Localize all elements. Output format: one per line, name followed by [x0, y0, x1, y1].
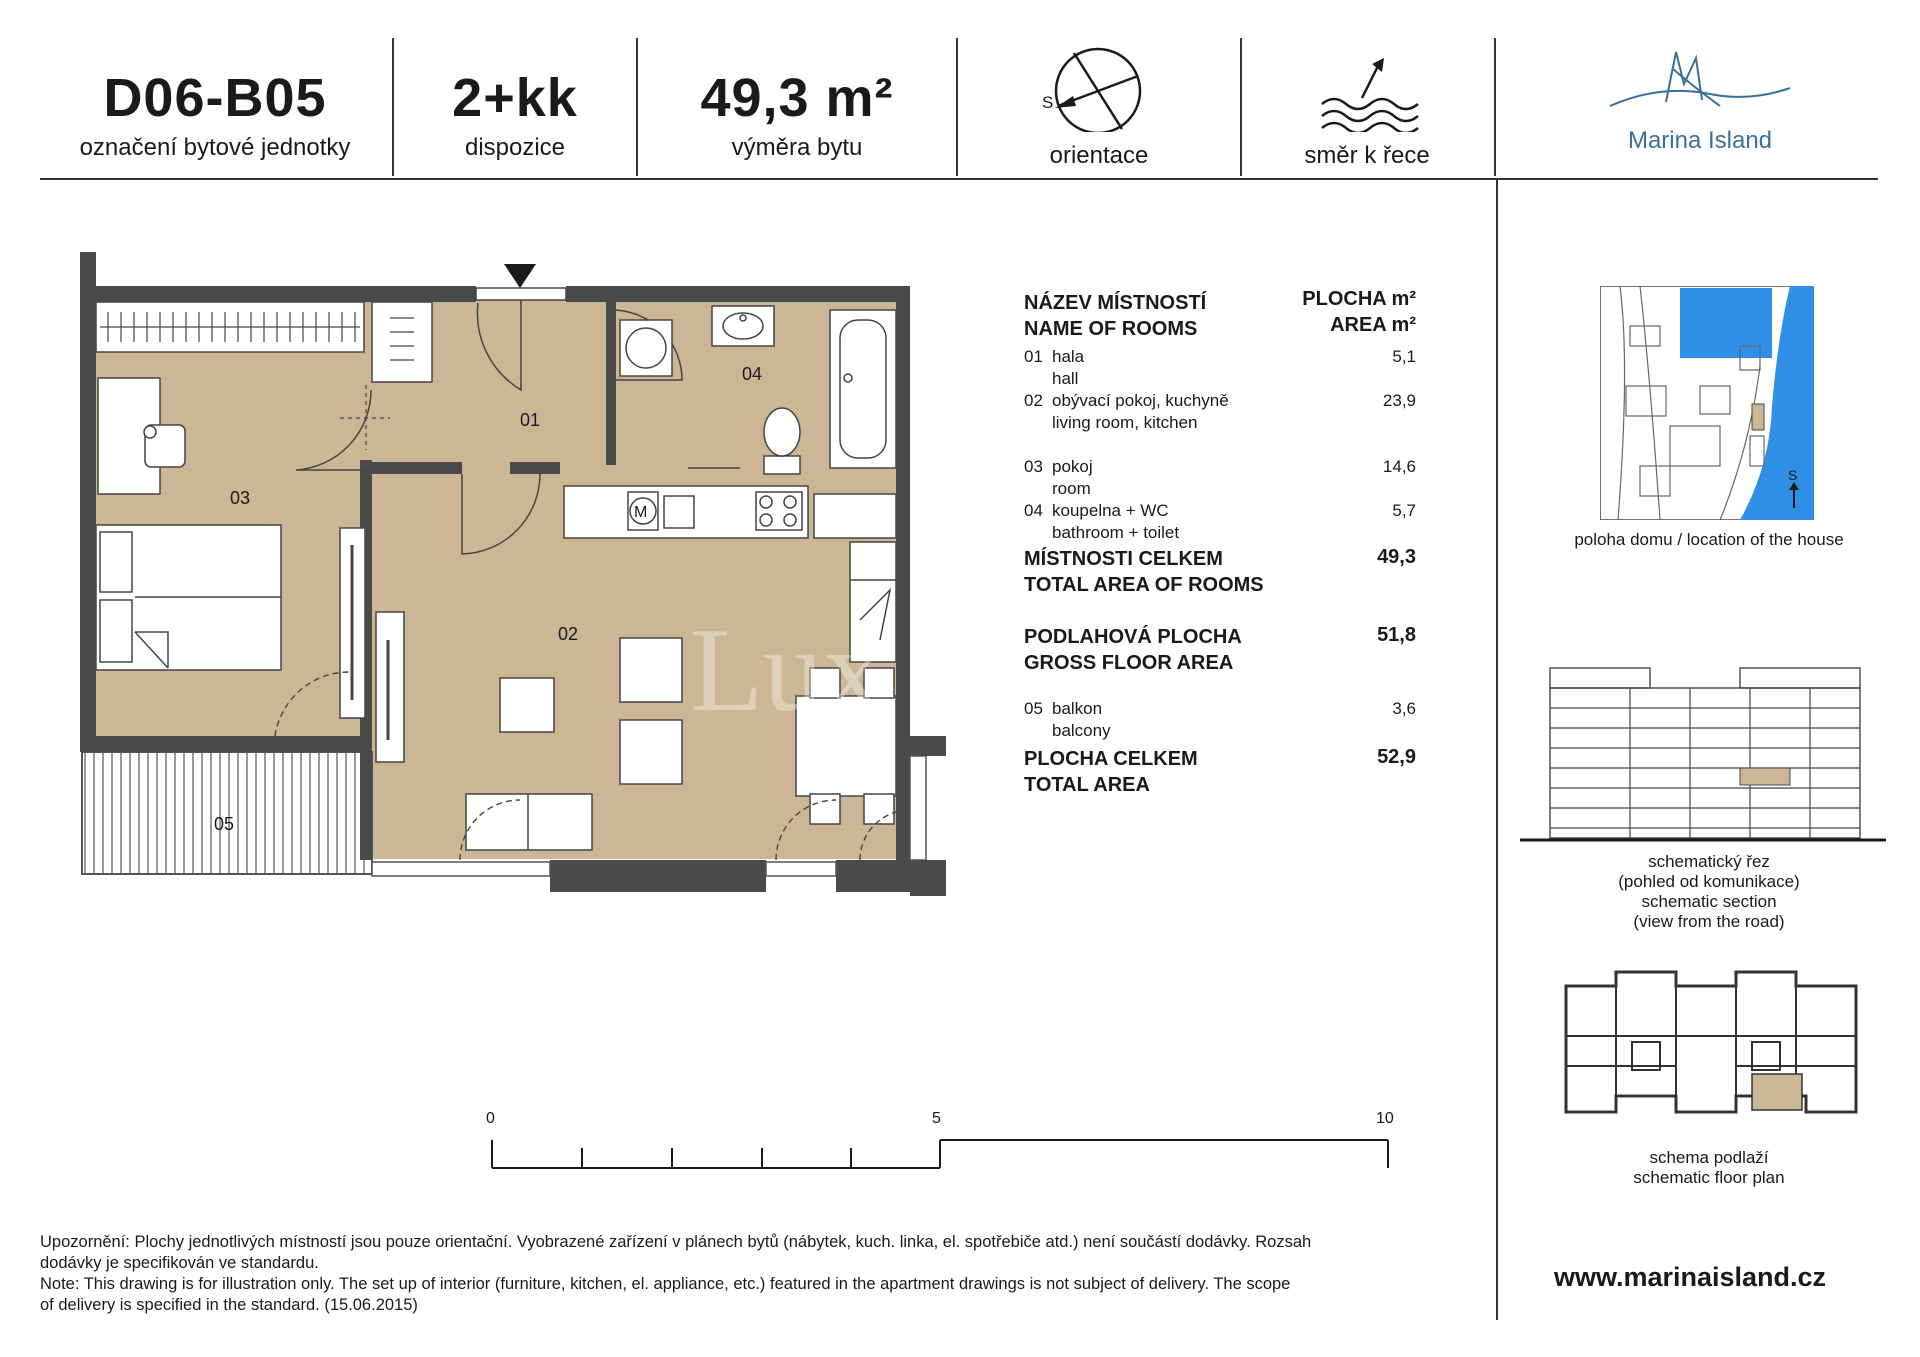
area-label: výměra bytu	[731, 134, 863, 161]
room-num: 05	[1024, 699, 1043, 718]
section-caption-line: (pohled od komunikace)	[1618, 872, 1800, 891]
sink-icon	[712, 306, 774, 346]
header-divider	[1494, 38, 1496, 176]
table-row	[1024, 500, 1416, 544]
disclaimer	[40, 1232, 1460, 1316]
room-name-en: room	[1052, 479, 1091, 498]
total-rooms-cz: MÍSTNOSTI CELKEM	[1024, 548, 1223, 570]
compass-icon	[958, 36, 1240, 132]
floor-caption-line: schema podlaží	[1649, 1148, 1769, 1167]
hall-wardrobe	[372, 302, 432, 382]
room-name-en: bathroom + toilet	[1052, 523, 1180, 542]
room-label-05: 05	[214, 814, 235, 834]
section-caption	[1540, 852, 1878, 932]
river-direction-icon	[1242, 36, 1492, 132]
room-num: 01	[1024, 347, 1043, 366]
table-head-name-cz: NÁZEV MÍSTNOSTÍ	[1024, 292, 1207, 314]
room-label-02: 02	[558, 624, 579, 644]
brand-logo	[1600, 44, 1800, 154]
section-diagram	[1520, 664, 1886, 844]
floor-plan	[40, 240, 950, 900]
river-cell	[1242, 36, 1492, 174]
house-marker	[1752, 404, 1764, 430]
total-area-value: 52,9	[1377, 746, 1416, 768]
layout-label: dispozice	[464, 134, 566, 161]
gross-area-value: 51,8	[1377, 624, 1416, 646]
total-rooms-label	[1024, 546, 1264, 598]
scale-bar	[480, 1110, 1400, 1170]
orientation-label: orientace	[1049, 142, 1149, 169]
room-num: 02	[1024, 391, 1043, 410]
total-rooms-en: TOTAL AREA OF ROOMS	[1024, 574, 1264, 596]
room-name-cz: koupelna + WC	[1052, 501, 1169, 520]
header-rule	[40, 178, 1878, 180]
unit-code: D06-B05	[103, 68, 327, 128]
scale-ruler	[480, 1130, 1400, 1170]
table-head-name	[1024, 290, 1206, 342]
table-row	[1024, 346, 1416, 390]
table-head-area	[1302, 286, 1416, 338]
scale-label-5: 5	[932, 1110, 941, 1127]
tv-cabinet	[376, 612, 404, 762]
unit-code-label: označení bytové jednotky	[79, 134, 351, 161]
unit-marker	[1740, 768, 1790, 785]
disclaimer-line: dodávky je specifikován ve standardu.	[40, 1254, 319, 1272]
floor-caption	[1540, 1148, 1878, 1188]
washing-machine-icon	[620, 320, 672, 376]
room-name-en: balcony	[1052, 721, 1111, 740]
section-caption-line: schematický řez	[1648, 852, 1770, 871]
room-name-en: living room, kitchen	[1052, 413, 1198, 432]
room-area: 23,9	[1382, 391, 1416, 410]
table-head-area-en: AREA m²	[1330, 314, 1416, 336]
layout-cell	[394, 36, 636, 174]
table-head-name-en: NAME OF ROOMS	[1024, 318, 1198, 340]
room-name-cz: hala	[1052, 347, 1085, 366]
room-label-04: 04	[742, 364, 763, 384]
table-row	[1024, 456, 1416, 500]
room-area: 5,1	[1392, 347, 1416, 366]
room-num: 03	[1024, 457, 1043, 476]
location-map	[1600, 286, 1814, 520]
table-row	[1024, 390, 1416, 434]
marina-logo-icon	[1600, 44, 1800, 124]
total-rooms-value: 49,3	[1377, 546, 1416, 568]
area-cell	[638, 36, 956, 174]
scale-label-10: 10	[1376, 1110, 1394, 1127]
room-label-03: 03	[230, 488, 251, 508]
floor-schema	[1556, 966, 1866, 1122]
area-table	[1024, 290, 1416, 810]
room-num: 04	[1024, 501, 1043, 520]
total-area-en: TOTAL AREA	[1024, 774, 1150, 796]
disclaimer-line: Note: This drawing is for illustration only. The set up of interior (furniture, kitchen, el. appliance, etc.) featured in the apartment drawings is not subject of delivery. The scope	[40, 1275, 1291, 1293]
watermark: Lux	[690, 603, 884, 736]
gross-area-label	[1024, 624, 1242, 676]
scale-label-0: 0	[486, 1110, 495, 1127]
balcony-deck	[82, 752, 372, 874]
compass-letter: S	[1042, 93, 1054, 112]
unit-code-cell	[40, 36, 390, 174]
room-area: 5,7	[1392, 501, 1416, 520]
table-head-area-cz: PLOCHA m²	[1302, 288, 1416, 310]
gross-area-cz: PODLAHOVÁ PLOCHA	[1024, 626, 1242, 648]
double-bed	[96, 525, 281, 670]
entrance-marker-icon	[504, 264, 536, 288]
meter-label: M	[634, 504, 648, 521]
kitchen-counter	[564, 486, 896, 538]
website-link[interactable]: www.marinaisland.cz	[1553, 1262, 1827, 1292]
section-caption-line: schematic section	[1641, 892, 1777, 911]
disclaimer-line: Upozornění: Plochy jednotlivých místností jsou pouze orientační. Vyobrazené zařízení v plánech bytů (nábytek, kuch. linka, el. spotřebiče atd.) není součástí dodávky. Rozsah	[40, 1233, 1312, 1251]
total-area-cz: PLOCHA CELKEM	[1024, 748, 1198, 770]
desk-chair-icon	[144, 425, 185, 467]
bathtub-icon	[830, 310, 896, 468]
room-label-01: 01	[520, 410, 541, 430]
room-name-en: hall	[1052, 369, 1079, 388]
disclaimer-line: of delivery is specified in the standard. (15.06.2015)	[40, 1296, 418, 1314]
location-caption: poloha domu / location of the house	[1574, 530, 1844, 549]
brand-name: Marina Island	[1627, 127, 1773, 154]
gross-area-en: GROSS FLOOR AREA	[1024, 652, 1234, 674]
total-area-label	[1024, 746, 1198, 798]
area-value: 49,3 m²	[700, 68, 894, 128]
unit-marker	[1752, 1074, 1802, 1110]
side-divider	[1496, 180, 1498, 1320]
layout-value: 2+kk	[452, 68, 578, 128]
section-caption-line: (view from the road)	[1633, 912, 1785, 931]
table-row	[1024, 698, 1416, 742]
room-area: 3,6	[1392, 699, 1416, 718]
room-area: 14,6	[1382, 457, 1416, 476]
room-name-cz: obývací pokoj, kuchyně	[1052, 391, 1229, 410]
orientation-cell	[958, 36, 1240, 174]
room-name-cz: pokoj	[1052, 457, 1093, 476]
location-north-letter: S	[1788, 467, 1798, 483]
floor-caption-line: schematic floor plan	[1633, 1168, 1785, 1187]
river-label: směr k řece	[1304, 142, 1430, 169]
toilet-icon	[764, 408, 800, 474]
room-name-cz: balkon	[1052, 699, 1103, 718]
